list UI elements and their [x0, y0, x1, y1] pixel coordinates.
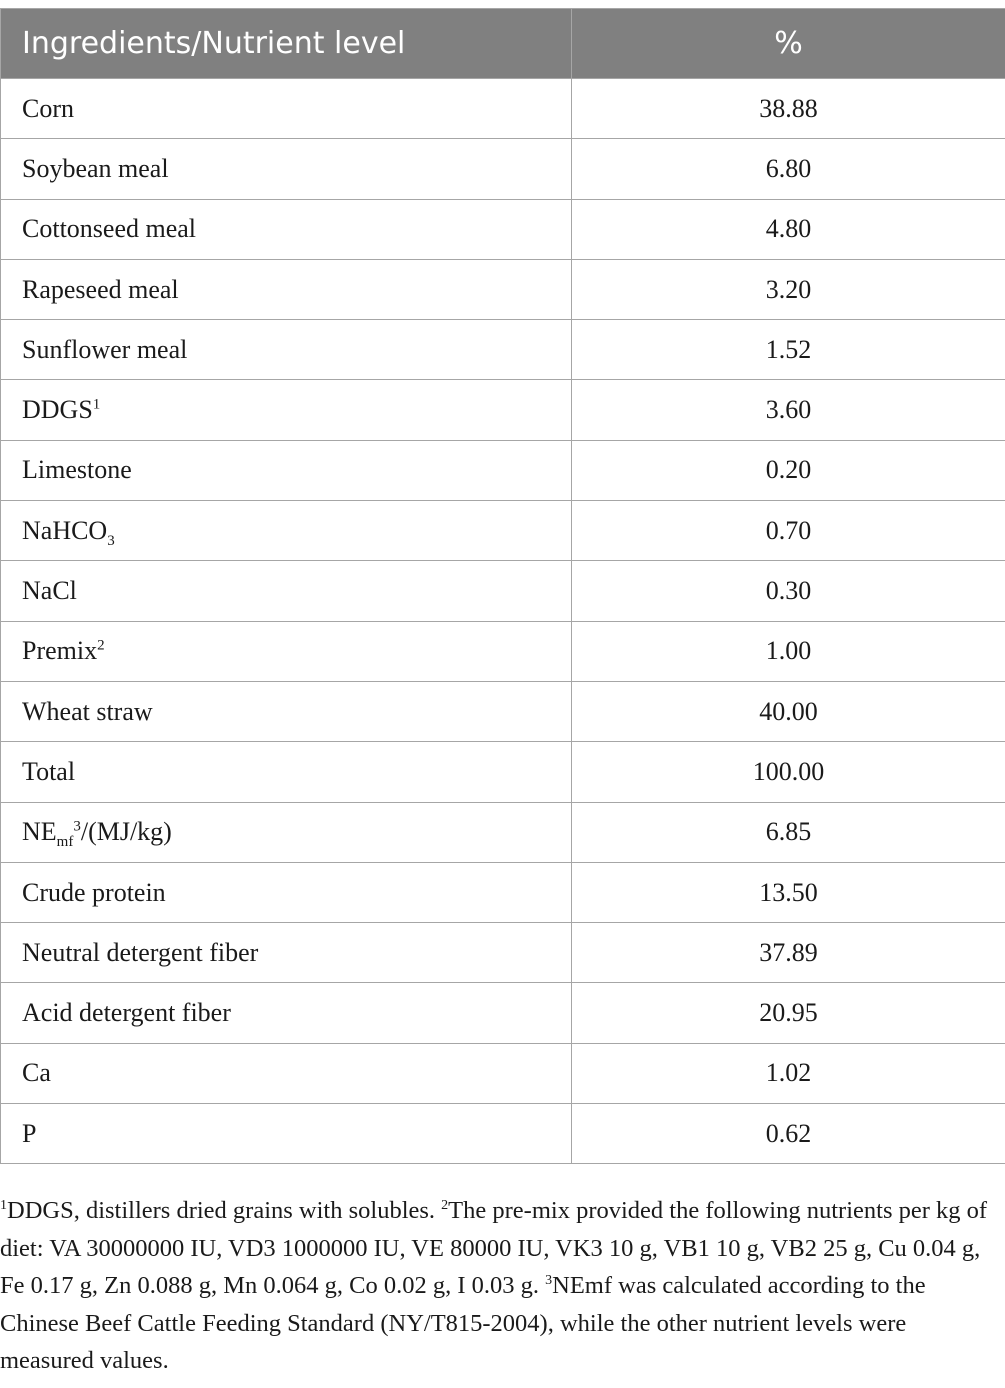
footnote-mark-1: 1	[0, 1197, 7, 1213]
header-percent: %	[572, 9, 1005, 79]
table-row	[1, 862, 1005, 922]
ingredient-percent: 6.85	[572, 802, 1005, 862]
ingredient-name-cell	[1, 139, 572, 199]
ingredient-name: Ca	[22, 1058, 51, 1088]
ingredient-name: Neutral detergent fiber	[22, 937, 259, 967]
ingredient-percent: 13.50	[572, 862, 1005, 922]
ingredient-percent: 1.00	[572, 621, 1005, 681]
footnote-reference: 2	[97, 637, 105, 654]
ingredient-name: Total	[22, 756, 76, 786]
ingredients-table	[0, 8, 1005, 1164]
footnote-reference: 1	[92, 396, 101, 413]
ingredient-name: Crude protein	[22, 877, 166, 907]
ingredient-name-cell	[1, 983, 572, 1043]
table-row	[1, 320, 1005, 380]
table-row	[1, 1043, 1005, 1103]
table-row	[1, 681, 1005, 741]
ingredient-percent: 37.89	[572, 923, 1005, 983]
ingredient-subscript: 3	[107, 532, 115, 549]
table-row	[1, 561, 1005, 621]
ingredient-percent: 20.95	[572, 983, 1005, 1043]
ingredient-percent: 100.00	[572, 742, 1005, 802]
table-row	[1, 923, 1005, 983]
ingredient-percent: 3.60	[572, 380, 1005, 440]
ingredient-name: Premix	[22, 636, 98, 666]
footnote-mark-3: 3	[545, 1272, 553, 1288]
ingredients-table-container	[0, 8, 1005, 1164]
ingredient-name: DDGS	[22, 395, 93, 425]
ingredient-name: P	[22, 1118, 37, 1148]
ingredient-name-cell	[1, 380, 572, 440]
ingredient-percent: 1.52	[572, 320, 1005, 380]
ingredient-name-cell	[1, 199, 572, 259]
table-row	[1, 802, 1005, 862]
table-row	[1, 742, 1005, 802]
ingredient-percent: 38.88	[572, 79, 1005, 139]
ingredient-name: NaHCO	[22, 515, 108, 545]
table-footnote	[0, 1192, 1000, 1380]
table-row	[1, 259, 1005, 319]
ingredient-name-cell	[1, 621, 572, 681]
table-row	[1, 380, 1005, 440]
table-row	[1, 621, 1005, 681]
footnote-text-3: NEmf was calculated according to the Chinese Beef Cattle Feeding Standard (NY/T815-2004), while the other nutrient levels were measured values.	[0, 1272, 926, 1374]
ingredient-percent: 4.80	[572, 199, 1005, 259]
table-row	[1, 501, 1005, 561]
ingredient-name-cell	[1, 561, 572, 621]
ingredient-percent: 0.62	[572, 1104, 1005, 1164]
ingredient-name-cell	[1, 320, 572, 380]
ingredient-name-cell	[1, 742, 572, 802]
footnote-reference: 3	[73, 818, 81, 835]
ingredient-name: Acid detergent fiber	[22, 998, 231, 1028]
footnote-text-1: DDGS, distillers dried grains with solubles.	[7, 1197, 442, 1224]
ingredient-name: NE	[22, 817, 57, 847]
ingredient-percent: 40.00	[572, 681, 1005, 741]
table-row	[1, 1104, 1005, 1164]
ingredient-name-cell	[1, 501, 572, 561]
ingredient-name-cell	[1, 1043, 572, 1103]
ingredient-percent: 0.70	[572, 501, 1005, 561]
ingredient-percent: 6.80	[572, 139, 1005, 199]
ingredient-name-cell	[1, 923, 572, 983]
ingredient-percent: 0.30	[572, 561, 1005, 621]
ingredient-name-cell	[1, 1104, 572, 1164]
ingredient-percent: 0.20	[572, 440, 1005, 500]
ingredient-percent: 1.02	[572, 1043, 1005, 1103]
ingredient-name-cell	[1, 79, 572, 139]
ingredient-name: Wheat straw	[22, 696, 153, 726]
table-row	[1, 79, 1005, 139]
table-row	[1, 139, 1005, 199]
ingredient-name: Soybean meal	[22, 153, 169, 183]
table-row	[1, 983, 1005, 1043]
ingredient-name: Limestone	[22, 455, 132, 485]
ingredient-percent: 3.20	[572, 259, 1005, 319]
table-body	[1, 79, 1005, 1164]
table-row	[1, 199, 1005, 259]
ingredient-name: Rapeseed meal	[22, 274, 179, 304]
ingredient-name-cell	[1, 681, 572, 741]
table-row	[1, 440, 1005, 500]
ingredient-name-cell	[1, 862, 572, 922]
ingredient-name: Corn	[22, 93, 74, 123]
footnote-mark-2: 2	[441, 1197, 449, 1213]
ingredient-unit: /(MJ/kg)	[80, 817, 172, 847]
ingredient-name: Sunflower meal	[22, 334, 188, 364]
ingredient-name-cell	[1, 440, 572, 500]
header-ingredients: Ingredients/Nutrient level	[1, 9, 572, 79]
ingredient-name: Cottonseed meal	[22, 214, 197, 244]
ingredient-name: NaCl	[22, 576, 77, 606]
table-header-row	[1, 9, 1005, 79]
ingredient-name-cell	[1, 802, 572, 862]
ingredient-subscript: mf	[56, 834, 74, 851]
footnote-text-2: The pre-mix provided the following nutrients per kg of diet: VA 30000000 IU, VD3 1000000 IU, VE 80000 IU, VK3 10 g, VB1 10 g, VB2 25 g, Cu 0.04 g, Fe 0.17 g, Zn 0.088 g, Mn 0.064 g, Co 0.02 g, I 0.03 g.	[0, 1197, 988, 1299]
ingredient-name-cell	[1, 259, 572, 319]
